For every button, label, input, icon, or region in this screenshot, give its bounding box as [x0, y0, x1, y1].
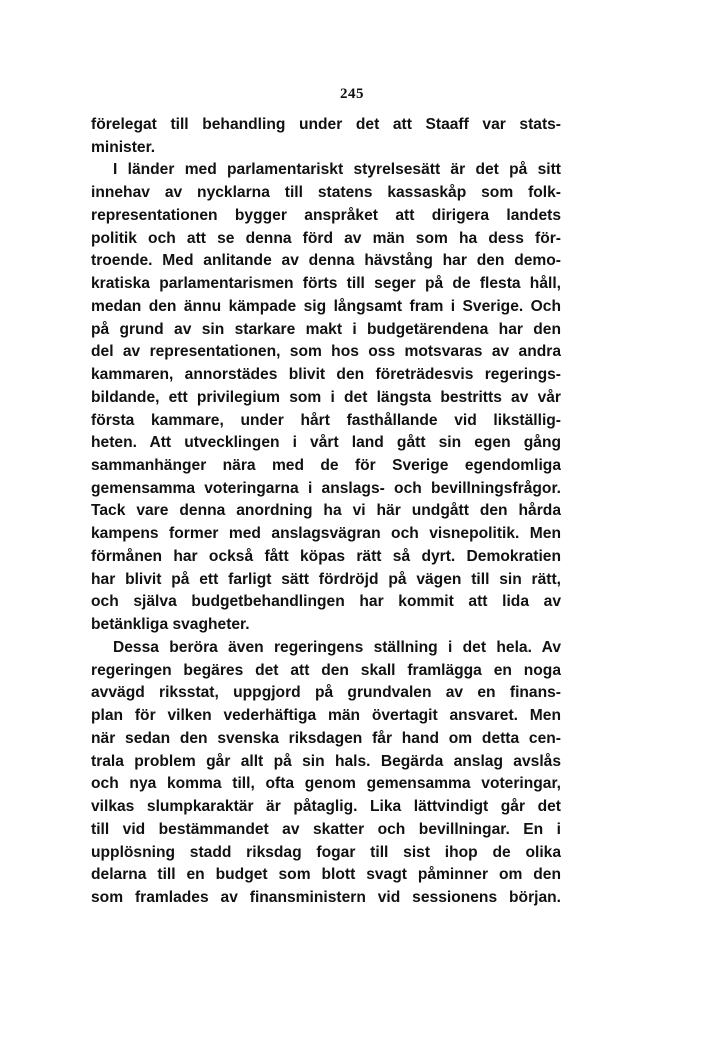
- text-line: minister.: [91, 138, 156, 156]
- text-line: medan den ännu kämpade sig långsamt fram i Sverige. Och: [91, 297, 561, 315]
- body-text: [91, 114, 561, 910]
- text-line: heten. Att utvecklingen i vårt land gått sin egen gång: [91, 434, 561, 452]
- text-line: innehav av nycklarna till statens kassaskåp som folk-: [91, 184, 561, 202]
- text-line: till vid bestämmandet av skatter och bevillningar. En i: [91, 820, 561, 838]
- text-line: bildande, ett privilegium som i det längsta bestritts av vår: [91, 388, 561, 406]
- text-line: avvägd riksstat, uppgjord på grundvalen av en finans-: [91, 684, 561, 702]
- text-line: när sedan den svenska riksdagen får hand om detta cen-: [91, 729, 561, 747]
- text-line: del av representationen, som hos oss motsvaras av andra: [91, 343, 561, 361]
- text-line: betänkliga svagheter.: [91, 616, 250, 634]
- text-line: kammaren, annorstädes blivit den företrädesvis regerings-: [91, 366, 561, 384]
- text-line: Tack vare denna anordning ha vi här undgått den hårda: [91, 502, 561, 520]
- page-number: 245: [340, 86, 364, 102]
- text-line: gemensamma voteringarna i anslags- och bevillningsfrågor.: [91, 479, 561, 497]
- text-line: regeringen begäres det att den skall framlägga en noga: [91, 661, 561, 679]
- text-line: som framlades av finansministern vid sessionens början.: [91, 888, 561, 906]
- text-line: delarna till en budget som blott svagt påminner om den: [91, 866, 561, 884]
- text-line: vilkas slumpkaraktär är påtaglig. Lika lättvindigt går det: [91, 798, 561, 816]
- text-line: plan för vilken vederhäftiga män övertagit ansvaret. Men: [91, 707, 561, 725]
- text-line: på grund av sin starkare makt i budgetärendena har den: [91, 320, 561, 338]
- text-line: första kammare, under hårt fasthållande vid likställig-: [91, 411, 561, 429]
- text-line: politik och att se denna förd av män som ha dess för-: [91, 229, 561, 247]
- text-line: sammanhänger nära med de för Sverige egendomliga: [91, 457, 561, 475]
- text-line: förmånen har också fått köpas rätt så dyrt. Demokratien: [91, 547, 561, 565]
- text-line: har blivit på ett farligt sätt fördröjd på vägen till sin rätt,: [91, 570, 561, 588]
- text-line: I länder med parlamentariskt styrelsesätt är det på sitt: [113, 161, 561, 179]
- text-line: och nya komma till, ofta genom gemensamma voteringar,: [91, 775, 561, 793]
- text-line: förelegat till behandling under det att Staaff var stats-: [91, 116, 561, 133]
- text-line: kratiska parlamentarismen förts till seger på de flesta håll,: [91, 275, 561, 293]
- text-line: troende. Med anlitande av denna hävstång har den demo-: [91, 252, 561, 270]
- text-line: Dessa beröra även regeringens ställning i det hela. Av: [113, 638, 561, 656]
- text-line: upplösning stadd riksdag fogar till sist ihop de olika: [91, 843, 561, 861]
- text-line: och själva budgetbehandlingen har kommit att lida av: [91, 593, 561, 611]
- text-line: kampens former med anslagsvägran och visnepolitik. Men: [91, 525, 561, 543]
- text-line: trala problem går allt på sin hals. Begärda anslag avslås: [91, 752, 561, 770]
- text-line: representationen bygger anspråket att dirigera landets: [91, 206, 561, 224]
